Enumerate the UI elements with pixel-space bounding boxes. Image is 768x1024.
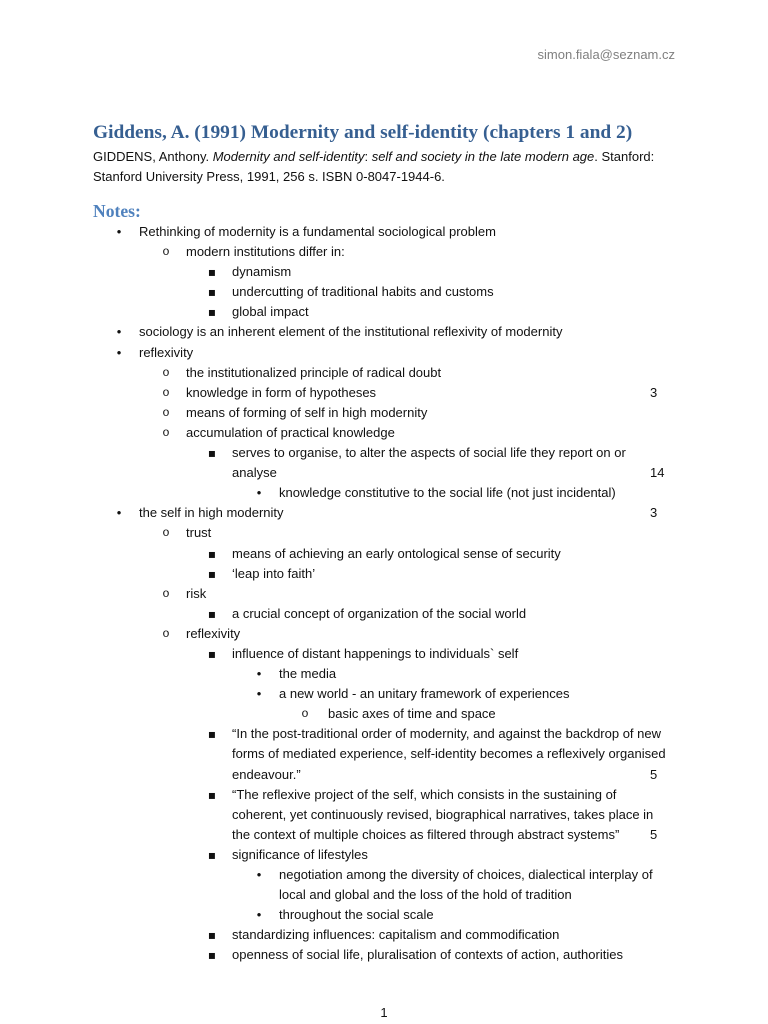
note-item xyxy=(0,383,768,403)
note-item xyxy=(0,684,768,704)
note-text-line xyxy=(232,785,768,805)
circle-bullet-icon: o xyxy=(162,385,170,400)
note-item xyxy=(0,584,768,604)
page-number: 1 xyxy=(380,1005,388,1020)
note-text: means of achieving an early ontological sense of security xyxy=(232,545,561,561)
note-text: forms of mediated experience, self-identity becomes a reflexively organised xyxy=(232,746,666,762)
note-text: modern institutions differ in: xyxy=(186,244,345,260)
note-text-line xyxy=(232,805,768,825)
note-text-line xyxy=(232,744,768,764)
notes-heading: Notes: xyxy=(93,201,141,221)
circle-bullet-icon: o xyxy=(162,245,170,260)
note-text: “The reflexive project of the self, which consists in the sustaining of xyxy=(232,786,617,802)
square-bullet-icon: ▪ xyxy=(207,787,217,802)
circle-bullet-icon: o xyxy=(301,707,309,722)
note-item xyxy=(0,845,768,865)
citation-book-title: Modernity and self-identity xyxy=(212,149,365,164)
circle-bullet-icon: o xyxy=(162,365,170,380)
note-text: knowledge in form of hypotheses xyxy=(186,384,377,400)
note-item xyxy=(0,282,768,302)
square-bullet-icon: ▪ xyxy=(207,305,217,320)
note-text: a new world - an unitary framework of experiences xyxy=(279,686,570,702)
document-title: Giddens, A. (1991) Modernity and self-identity (chapters 1 and 2) xyxy=(93,122,633,143)
note-text: basic axes of time and space xyxy=(328,706,496,722)
note-text: analyse xyxy=(232,465,277,481)
note-item xyxy=(0,343,768,363)
note-text: the media xyxy=(279,666,337,682)
notes-list xyxy=(0,222,768,965)
note-item xyxy=(0,544,768,564)
square-bullet-icon: ▪ xyxy=(207,566,217,581)
note-text: a crucial concept of organization of the social world xyxy=(232,605,527,621)
note-text-line xyxy=(279,885,768,905)
note-item xyxy=(0,503,768,523)
note-text: global impact xyxy=(232,304,309,320)
note-text: openness of social life, pluralisation of contexts of action, authorities xyxy=(232,947,623,963)
note-item xyxy=(0,443,768,483)
note-item xyxy=(0,905,768,925)
note-item xyxy=(0,483,768,503)
note-text-line xyxy=(232,724,768,744)
note-item xyxy=(0,222,768,242)
note-item xyxy=(0,664,768,684)
note-text: throughout the social scale xyxy=(279,907,434,923)
square-bullet-icon: ▪ xyxy=(207,646,217,661)
note-text-line xyxy=(232,825,768,845)
bullet-icon: • xyxy=(116,344,122,360)
note-item xyxy=(0,724,768,784)
bullet-icon: • xyxy=(256,686,262,702)
citation-line xyxy=(93,147,654,167)
note-item xyxy=(0,564,768,584)
note-text: significance of lifestyles xyxy=(232,846,368,862)
note-item xyxy=(0,242,768,262)
note-text: influence of distant happenings to individuals` self xyxy=(232,645,519,661)
citation-subtitle: self and society in the late modern age xyxy=(371,149,595,164)
circle-bullet-icon: o xyxy=(162,626,170,641)
circle-bullet-icon: o xyxy=(162,405,170,420)
note-text-line xyxy=(232,463,768,483)
circle-bullet-icon: o xyxy=(162,586,170,601)
note-item xyxy=(0,403,768,423)
bullet-icon: • xyxy=(256,907,262,923)
citation-separator: : xyxy=(364,149,372,164)
note-text: ‘leap into faith’ xyxy=(232,565,316,581)
note-text: risk xyxy=(186,585,207,601)
note-item xyxy=(0,523,768,543)
bullet-icon: • xyxy=(256,867,262,882)
page-reference: 5 xyxy=(650,826,658,842)
note-text: accumulation of practical knowledge xyxy=(186,424,395,440)
note-item xyxy=(0,302,768,322)
note-text: means of forming of self in high modernity xyxy=(186,404,428,420)
note-item xyxy=(0,704,768,724)
note-text: the self in high modernity xyxy=(139,505,284,521)
citation-line xyxy=(93,167,654,187)
square-bullet-icon: ▪ xyxy=(207,606,217,621)
page-reference: 3 xyxy=(650,505,658,521)
bullet-icon: • xyxy=(256,485,262,501)
square-bullet-icon: ▪ xyxy=(207,546,217,561)
note-text: Rethinking of modernity is a fundamental sociological problem xyxy=(139,224,496,239)
page-reference: 14 xyxy=(650,465,665,481)
square-bullet-icon: ▪ xyxy=(207,285,217,300)
note-text: reflexivity xyxy=(186,625,241,641)
note-text-line xyxy=(232,765,768,785)
bullet-icon: • xyxy=(116,324,122,340)
note-text: undercutting of traditional habits and customs xyxy=(232,284,494,300)
note-text: the context of multiple choices as filtered through abstract systems” xyxy=(232,826,620,842)
note-item xyxy=(0,604,768,624)
note-item xyxy=(0,624,768,644)
note-item xyxy=(0,423,768,443)
note-item xyxy=(0,925,768,945)
note-item xyxy=(0,785,768,845)
note-text-line xyxy=(232,443,768,463)
note-text: dynamism xyxy=(232,264,292,280)
square-bullet-icon: ▪ xyxy=(207,928,217,943)
note-text: knowledge constitutive to the social life (not just incidental) xyxy=(279,485,616,501)
note-text: reflexivity xyxy=(139,344,194,360)
note-text: “In the post-traditional order of modernity, and against the backdrop of new xyxy=(232,726,662,742)
circle-bullet-icon: o xyxy=(162,526,170,541)
circle-bullet-icon: o xyxy=(162,425,170,440)
page-reference: 5 xyxy=(650,766,658,782)
note-text-line xyxy=(279,865,768,885)
header-email: simon.fiala@seznam.cz xyxy=(537,47,675,62)
note-text: sociology is an inherent element of the institutional reflexivity of modernity xyxy=(139,324,563,340)
square-bullet-icon: ▪ xyxy=(207,446,217,461)
bullet-icon: • xyxy=(256,666,262,682)
note-item xyxy=(0,945,768,965)
note-text: endeavour.” xyxy=(232,766,301,782)
bibliographic-citation xyxy=(93,147,654,186)
note-text: trust xyxy=(186,525,212,541)
square-bullet-icon: ▪ xyxy=(207,948,217,963)
citation-publisher: Stanford University Press, 1991, 256 s. ISBN 0-8047-1944-6. xyxy=(93,168,445,184)
note-item xyxy=(0,322,768,342)
note-text: the institutionalized principle of radical doubt xyxy=(186,364,442,380)
note-item xyxy=(0,865,768,905)
note-text: coherent, yet continuously revised, biographical narratives, takes place in xyxy=(232,806,654,822)
bullet-icon: • xyxy=(116,224,122,239)
square-bullet-icon: ▪ xyxy=(207,265,217,280)
square-bullet-icon: ▪ xyxy=(207,847,217,862)
page-reference: 3 xyxy=(650,384,658,400)
note-text: negotiation among the diversity of choices, dialectical interplay of xyxy=(279,867,653,882)
bullet-icon: • xyxy=(116,505,122,521)
note-text: local and global and the loss of the hold of tradition xyxy=(279,887,572,903)
note-text: serves to organise, to alter the aspects of social life they report on or xyxy=(232,445,626,461)
square-bullet-icon: ▪ xyxy=(207,727,217,742)
note-item xyxy=(0,363,768,383)
note-item xyxy=(0,262,768,282)
citation-author: GIDDENS, Anthony. xyxy=(93,149,213,164)
note-item xyxy=(0,644,768,664)
citation-publisher-place: . Stanford: xyxy=(594,149,655,164)
note-text: standardizing influences: capitalism and commodification xyxy=(232,927,560,943)
